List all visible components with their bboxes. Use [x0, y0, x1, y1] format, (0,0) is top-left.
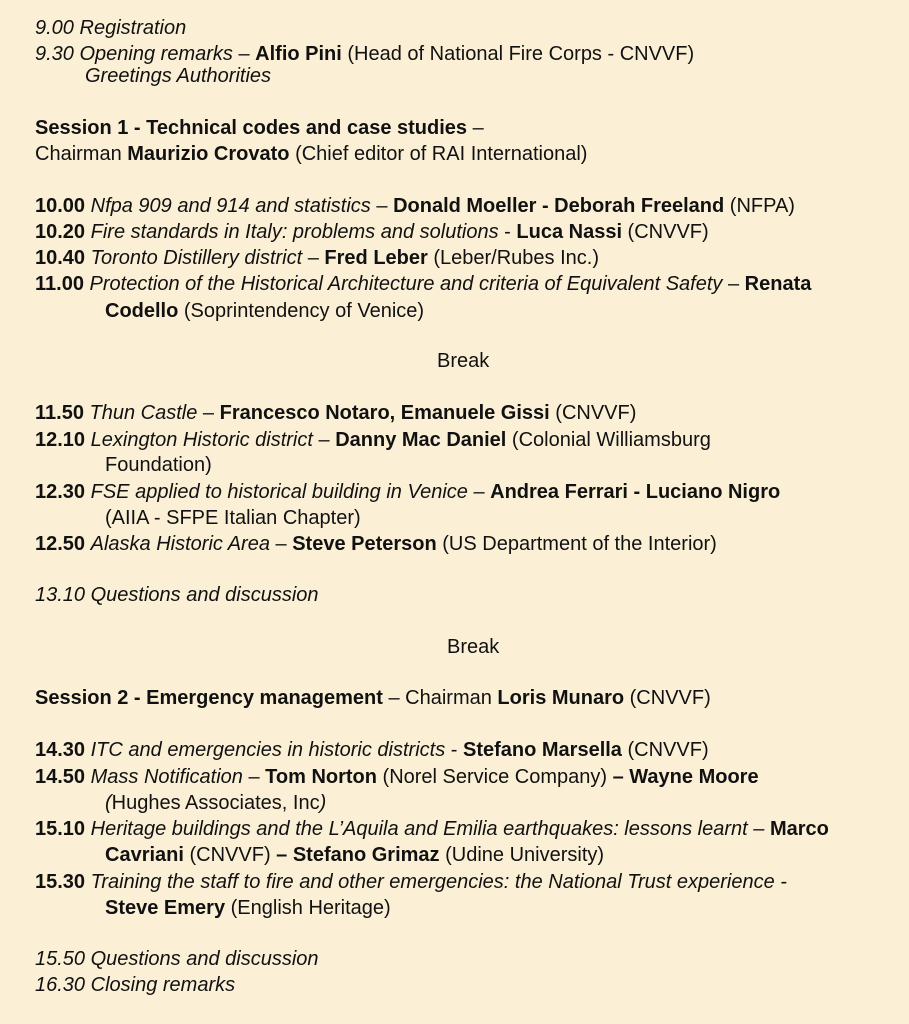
affiliation: (CNVVF) [622, 221, 709, 243]
time: 16.30 [35, 974, 86, 996]
time: 10.20 [35, 221, 86, 243]
speaker: Marco [769, 818, 829, 840]
affiliation: (Udine University) [439, 844, 605, 866]
talk-continuation [105, 842, 604, 868]
talk-line [35, 737, 709, 763]
break-label: Break [437, 350, 490, 372]
time: 12.50 [35, 533, 86, 555]
title: Heritage buildings and the L’Aquila and Emilia earthquakes: lessons learnt [90, 818, 748, 840]
affiliation: (Soprintendency of Venice) [178, 300, 425, 322]
affiliation: (NFPA) [724, 195, 795, 217]
speaker: Stefano Marsella [462, 739, 622, 761]
sep: – [197, 402, 220, 424]
speaker: Luca Nassi [516, 221, 622, 243]
label: Closing remarks [90, 974, 236, 996]
affiliation: Hughes Associates, Inc [111, 792, 320, 814]
chair-name: Loris Munaro [497, 687, 625, 709]
title: Protection of the Historical Architecture and criteria of Equivalent Safety [89, 273, 723, 295]
sep: - [445, 739, 463, 761]
talk-continuation [105, 298, 424, 324]
speaker: Tom Norton [265, 766, 377, 788]
talk-continuation: Foundation) [105, 454, 212, 476]
talk-line [35, 764, 759, 790]
break-label: Break [447, 636, 500, 658]
session1-title-line [35, 115, 484, 141]
chair-prefix: Chairman [35, 143, 128, 165]
title: Mass Notification [90, 766, 243, 788]
greetings-line: Greetings Authorities [85, 65, 272, 87]
session1-chair-line [35, 141, 587, 167]
time: 14.30 [35, 739, 86, 761]
chair-name: Maurizio Crovato [127, 143, 290, 165]
affiliation: (CNVVF) [621, 739, 709, 761]
title: Thun Castle [89, 402, 198, 424]
title: Training the staff to fire and other emergencies: the National Trust experience [90, 871, 775, 893]
session2-title: Session 2 - Emergency management [35, 687, 383, 709]
time: 13.10 [35, 584, 86, 606]
affiliation: (English Heritage) [225, 897, 391, 919]
talk-line [35, 816, 829, 842]
affiliation: (Colonial Williamsburg [506, 429, 711, 451]
talk-line [35, 427, 711, 453]
speaker: Steve Emery [105, 897, 226, 919]
speaker: Danny Mac Daniel [335, 429, 507, 451]
sep: – [302, 247, 325, 269]
title: Alaska Historic Area [90, 533, 270, 555]
questions-line [35, 946, 319, 972]
sep: – [370, 195, 394, 217]
talk-line [35, 193, 795, 219]
affiliation: (US Department of the Interior) [436, 533, 717, 555]
speaker: Andrea Ferrari - Luciano Nigro [490, 481, 781, 503]
sep: – [242, 766, 266, 788]
registration-line [35, 15, 186, 41]
affiliation: (Head of National Fire Corps - CNVVF) [341, 43, 695, 65]
time: 10.40 [35, 247, 86, 269]
talk-line [35, 271, 811, 297]
title: Lexington Historic district [90, 429, 313, 451]
speaker: Steve Peterson [292, 533, 437, 555]
talk-line [35, 531, 717, 557]
chair-affiliation: (Chief editor of RAI International) [289, 143, 588, 165]
chair-affiliation: (CNVVF) [624, 687, 711, 709]
sep: – [747, 818, 770, 840]
title: FSE applied to historical building in Venice [90, 481, 468, 503]
time: 10.00 [35, 195, 86, 217]
talk-line [35, 245, 599, 271]
speaker: Fred Leber [324, 247, 428, 269]
sep: - [774, 871, 787, 893]
affiliation: (Norel Service Company) [376, 766, 613, 788]
time: 15.10 [35, 818, 86, 840]
time: 15.30 [35, 871, 86, 893]
label: Questions and discussion [90, 584, 319, 606]
speaker: Francesco Notaro, Emanuele Gissi [219, 402, 550, 424]
sep: – [467, 481, 491, 503]
talk-line [35, 219, 709, 245]
title: Fire standards in Italy: problems and solutions [90, 221, 499, 243]
speaker: Codello [105, 300, 179, 322]
time: 9.00 [35, 17, 74, 39]
talk-continuation [105, 790, 326, 816]
sep: – [232, 43, 256, 65]
title: Nfpa 909 and 914 and statistics [90, 195, 371, 217]
affiliation: (Leber/Rubes Inc.) [427, 247, 599, 269]
speaker: Donald Moeller - Deborah Freeland [393, 195, 725, 217]
sep: – [269, 533, 293, 555]
title: Toronto Distillery district [90, 247, 303, 269]
paren: ( [105, 792, 112, 814]
sep: – [312, 429, 336, 451]
talk-line [35, 400, 636, 426]
speaker: – Wayne Moore [612, 766, 759, 788]
time: 12.10 [35, 429, 86, 451]
paren: ) [319, 792, 327, 814]
questions-line [35, 582, 319, 608]
session1-title: Session 1 - Technical codes and case studies [35, 117, 468, 139]
time: 12.30 [35, 481, 86, 503]
sep: - [498, 221, 517, 243]
sep: – Chairman [382, 687, 498, 709]
time: 9.30 [35, 43, 74, 65]
time: 14.50 [35, 766, 86, 788]
talk-continuation [105, 895, 391, 921]
speaker: – Stefano Grimaz [276, 844, 440, 866]
title: ITC and emergencies in historic districts [90, 739, 446, 761]
label: Opening remarks [79, 43, 233, 65]
label: Registration [79, 17, 187, 39]
affiliation: (CNVVF) [549, 402, 637, 424]
affiliation: (CNVVF) [183, 844, 277, 866]
speaker: Renata [744, 273, 812, 295]
time: 11.50 [35, 402, 84, 424]
talk-line [35, 869, 787, 895]
speaker: Cavriani [105, 844, 184, 866]
session2-title-line [35, 685, 711, 711]
speaker: Alfio Pini [255, 43, 342, 65]
sep: – [722, 273, 745, 295]
label: Questions and discussion [90, 948, 319, 970]
talk-line [35, 479, 780, 505]
time: 15.50 [35, 948, 86, 970]
dash: – [467, 117, 484, 139]
talk-continuation: (AIIA - SFPE Italian Chapter) [105, 507, 361, 529]
time: 11.00 [35, 273, 84, 295]
closing-line [35, 972, 235, 998]
